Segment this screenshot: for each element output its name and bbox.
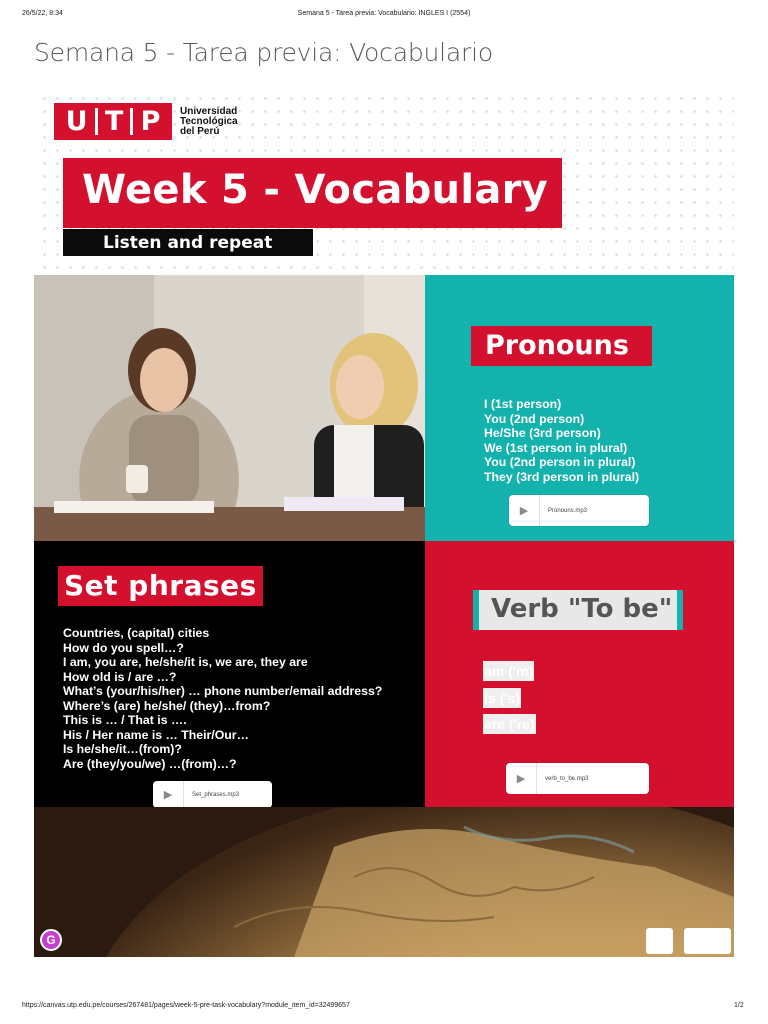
audio-filename: Pronouns.mp3: [548, 507, 588, 514]
logo-letter-p: P: [140, 106, 161, 137]
print-header-title: Semana 5 - Tarea previa: Vocabulario: INGLES I (2554): [297, 10, 471, 17]
students-photo: [34, 275, 425, 541]
logo-text: [180, 107, 238, 137]
list-item: He/She (3rd person): [484, 426, 601, 441]
globe-image: [34, 807, 734, 957]
verb-form-are: [483, 714, 536, 734]
play-icon[interactable]: ▶: [509, 495, 540, 526]
list-item: You (2nd person): [484, 411, 585, 426]
list-item: How do you spell…?: [63, 640, 184, 655]
pronouns-audio-player[interactable]: [509, 495, 649, 526]
logo-text-line: Tecnológica: [180, 116, 238, 127]
logo-separator: [95, 108, 98, 135]
footer-url: https://canvas.utp.edu.pe/courses/267481/pages/week-5-pre-task-vocabulary?module_item_id=32499657: [22, 1002, 350, 1009]
list-item: What’s (your/his/her) … phone number/email address?: [63, 684, 383, 698]
list-item: Countries, (capital) cities: [63, 626, 210, 640]
page-title: Semana 5 - Tarea previa: Vocabulario: [34, 38, 493, 67]
audio-filename: verb_to_be.mp3: [545, 775, 589, 782]
page-control-button[interactable]: [646, 928, 673, 954]
pronoun-list: [484, 397, 639, 485]
footer-page-number: 1/2: [734, 1002, 744, 1009]
week-title: Week 5 - Vocabulary: [82, 167, 549, 213]
verb-form-text: am ('m): [484, 663, 534, 679]
list-item: I am, you are, he/she/it is, we are, they are: [63, 655, 308, 669]
verb-form-is: [483, 688, 521, 708]
pronouns-title: Pronouns: [485, 330, 629, 361]
print-date: 26/5/22, 8:34: [22, 10, 63, 17]
verb-to-be-audio-player[interactable]: [506, 763, 649, 794]
list-item: His / Her name is … Their/Our…: [63, 727, 249, 742]
logo-letter-u: U: [65, 106, 88, 137]
grammarly-icon[interactable]: G: [40, 929, 62, 951]
logo-separator: [130, 108, 133, 135]
audio-filename: Set_phrases.mp3: [192, 791, 240, 798]
list-item: How old is / are …?: [63, 669, 177, 684]
verb-form-am: [483, 661, 534, 681]
play-icon[interactable]: ▶: [506, 763, 537, 794]
verb-to-be-title: Verb "To be": [491, 594, 673, 624]
set-phrases-title: Set phrases: [64, 569, 257, 602]
utp-logo: [54, 103, 172, 140]
list-item: Is he/she/it…(from)?: [63, 742, 182, 756]
list-item: I (1st person): [484, 397, 562, 411]
page-control-button[interactable]: [684, 928, 731, 954]
listen-and-repeat-label: Listen and repeat: [103, 233, 273, 253]
logo-text-line: del Perú: [180, 126, 220, 137]
list-item: Where’s (are) he/she/ (they)…from?: [63, 698, 271, 713]
logo-text-line: Universidad: [180, 106, 238, 117]
list-item: This is … / That is ….: [63, 713, 187, 727]
logo-letter-t: T: [104, 106, 124, 137]
verb-form-text: is ('s): [484, 690, 521, 706]
list-item: Are (they/you/we) …(from)…?: [63, 756, 237, 771]
verb-form-text: are ('re): [484, 716, 535, 732]
play-icon[interactable]: ▶: [153, 781, 184, 808]
phrase-list: [63, 626, 382, 771]
set-phrases-audio-player[interactable]: [153, 781, 272, 808]
list-item: They (3rd person in plural): [484, 469, 640, 484]
list-item: You (2nd person in plural): [484, 455, 636, 470]
list-item: We (1st person in plural): [484, 440, 628, 455]
